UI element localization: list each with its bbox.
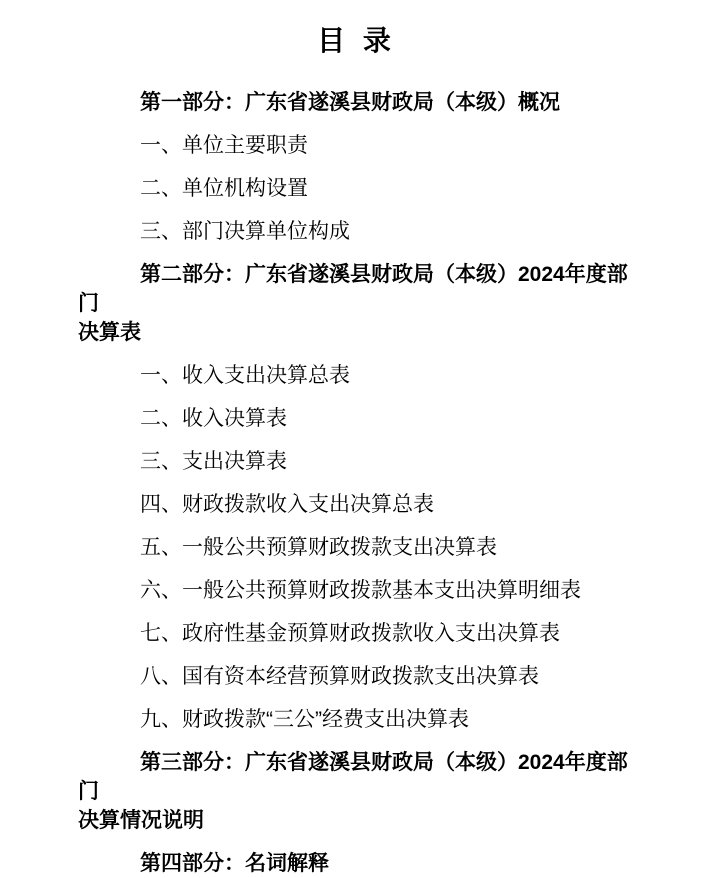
toc-entry-line: 二、单位机构设置	[140, 177, 308, 200]
toc-entry-line: 一、单位主要职责	[140, 134, 308, 157]
toc-entry-line: 九、财政拨款“三公”经费支出决算表	[140, 708, 469, 731]
toc-entry-line: 三、部门决算单位构成	[140, 220, 350, 243]
toc-entry-item	[78, 131, 631, 160]
toc-entry-line: 第三部分：广东省遂溪县财政局（本级）2024年度部门	[78, 751, 628, 803]
toc-entry-item	[78, 662, 631, 691]
toc-entry-line: 五、一般公共预算财政拨款支出决算表	[140, 536, 497, 559]
toc-entry-line: 第一部分：广东省遂溪县财政局（本级）概况	[140, 91, 560, 114]
toc-entry-line: 八、国有资本经营预算财政拨款支出决算表	[140, 665, 539, 688]
toc-entry-line: 决算情况说明	[78, 809, 204, 832]
toc-entry-item	[78, 533, 631, 562]
toc-entry-line: 七、政府性基金预算财政拨款收入支出决算表	[140, 622, 560, 645]
toc-entry-item	[78, 404, 631, 433]
toc-entry-line: 二、收入决算表	[140, 407, 287, 430]
toc-entry-line: 六、一般公共预算财政拨款基本支出决算明细表	[140, 579, 581, 602]
toc-entry-part	[78, 260, 631, 347]
toc-entry-item	[78, 705, 631, 734]
toc-entry-line: 三、支出决算表	[140, 450, 287, 473]
toc-entry-item	[78, 619, 631, 648]
toc-entry-part	[78, 748, 631, 835]
toc-entry-item	[78, 217, 631, 246]
toc-entry-part	[78, 849, 631, 878]
toc-entry-part	[78, 88, 631, 117]
toc-entry-item	[78, 490, 631, 519]
toc-entry-line: 一、收入支出决算总表	[140, 364, 350, 387]
toc-title: 目 录	[317, 25, 392, 56]
toc-entry-line: 第二部分：广东省遂溪县财政局（本级）2024年度部门	[78, 263, 628, 315]
toc-entry-line: 四、财政拨款收入支出决算总表	[140, 493, 434, 516]
toc-list	[78, 88, 631, 878]
toc-entry-line: 第四部分：名词解释	[140, 852, 329, 875]
toc-entry-item	[78, 174, 631, 203]
toc-entry-item	[78, 576, 631, 605]
toc-entry-line: 决算表	[78, 321, 141, 344]
toc-entry-item	[78, 361, 631, 390]
toc-entry-item	[78, 447, 631, 476]
